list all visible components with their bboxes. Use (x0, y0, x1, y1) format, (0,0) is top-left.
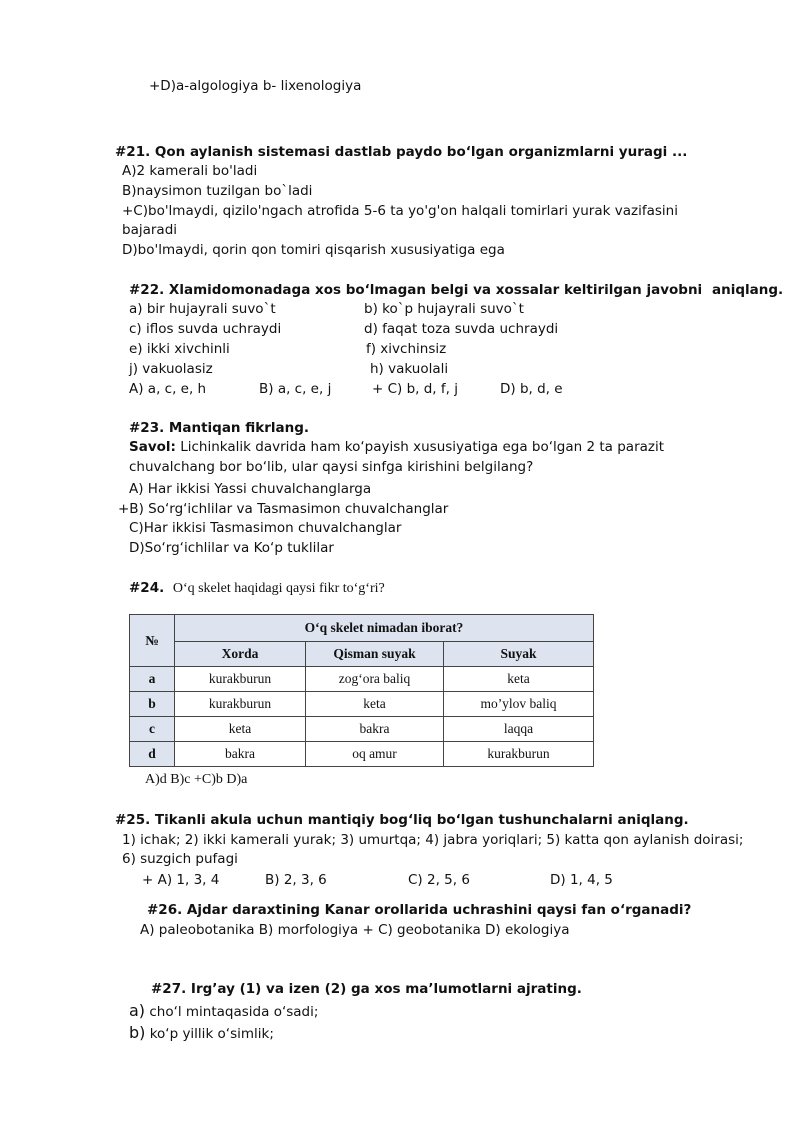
q22-question: #22. Xlamidomonadaga xos bo‘lmagan belgi va xossalar keltirilgan javobni (129, 282, 703, 298)
row-label: a (130, 667, 175, 692)
q22-item: c) iflos suvda uchraydi (129, 321, 282, 337)
q22-item: h) vakuolali (370, 361, 449, 377)
q27-item-b (129, 1024, 274, 1043)
q23-title: #23. Mantiqan fikrlang. (129, 420, 310, 436)
q25-answer-c: C) 2, 5, 6 (408, 872, 470, 888)
q21-option-a: A)2 kamerali bo'ladi (122, 163, 258, 179)
row-label: d (130, 742, 175, 767)
q21-option-c: +C)bo'lmaydi, qizilo'ngach atrofida 5-6 ta yo'g'on halqali tomirlari yurak vazifasini (122, 203, 678, 219)
table-row (130, 717, 594, 742)
q23-savol (129, 438, 664, 456)
q25-answer-d: D) 1, 4, 5 (550, 872, 613, 888)
q25-items: 1) ichak; 2) ikki kamerali yurak; 3) umurtqa; 4) jabra yoriqlari; 5) katta qon aylanish doirasi; (122, 832, 744, 848)
q27-item-b-label: b) (129, 1023, 146, 1042)
previous-answer-line: +D)a-algologiya b- lixenologiya (149, 78, 362, 94)
q22-item: e) ikki xivchinli (129, 341, 230, 357)
q27-item-a (129, 1002, 318, 1021)
q22-answer-b: B) a, c, e, j (259, 381, 332, 397)
q22-question-end: aniqlang. (712, 282, 784, 298)
row-label: c (130, 717, 175, 742)
q27-item-b-text: ko‘p yillik o‘simlik; (145, 1026, 274, 1042)
q26-question: #26. Ajdar daraxtining Kanar orollarida uchrashini qaysi fan o‘rganadi? (147, 902, 692, 918)
q23-savol-text: Lichinkalik davrida ham ko‘payish xususiyatiga ega bo‘lgan 2 ta parazit (175, 439, 665, 455)
q23-option-d: D)So‘rg‘ichlilar va Ko‘p tuklilar (129, 540, 334, 556)
q22-item: d) faqat toza suvda uchraydi (364, 321, 559, 337)
q24-answers: A)d B)c +C)b D)a (145, 772, 248, 787)
q27-item-a-text: cho‘l mintaqasida o‘sadi; (145, 1004, 319, 1020)
q22-item: b) ko`p hujayrali suvo`t (364, 301, 524, 317)
table-cell: kurakburun (175, 692, 306, 717)
table-group-header: O‘q skelet nimadan iborat? (175, 615, 594, 642)
q25-answer-a: + A) 1, 3, 4 (142, 872, 220, 888)
table-cell: bakra (175, 742, 306, 767)
table-row (130, 742, 594, 767)
q27-item-a-label: a) (129, 1001, 146, 1020)
q23-option-b: +B) So‘rg‘ichlilar va Tasmasimon chuvalchanglar (118, 501, 449, 517)
q24-question: O‘q skelet haqidagi qaysi fikr to‘g‘ri? (172, 581, 385, 596)
q22-answer-d: D) b, d, e (500, 381, 563, 397)
q22-item: j) vakuolasiz (129, 361, 213, 377)
q21-question: #21. Qon aylanish sistemasi dastlab paydo bo‘lgan organizmlarni yuragi ... (115, 144, 688, 160)
table-row (130, 667, 594, 692)
q21-option-b: B)naysimon tuzilgan bo`ladi (122, 183, 313, 199)
skeleton-table (129, 614, 594, 767)
q25-items-cont: 6) suzgich pufagi (122, 851, 238, 867)
table-cell: bakra (306, 717, 444, 742)
column-header-suyak: Suyak (444, 642, 594, 667)
table-cell: keta (306, 692, 444, 717)
table-cell: zog‘ora baliq (306, 667, 444, 692)
q23-option-c: C)Har ikkisi Tasmasimon chuvalchanglar (129, 520, 402, 536)
q26-answers: A) paleobotanika B) morfologiya + C) geobotanika D) ekologiya (140, 922, 570, 938)
table-cell: kurakburun (444, 742, 594, 767)
q25-question: #25. Tikanli akula uchun mantiqiy bog‘liq bo‘lgan tushunchalarni aniqlang. (115, 812, 689, 828)
q21-option-c-cont: bajaradi (122, 222, 178, 238)
table-cell: oq amur (306, 742, 444, 767)
q22-answer-c: + C) b, d, f, j (372, 381, 458, 397)
q27-question: #27. Irg’ay (1) va izen (2) ga xos ma’lumotlarni ajrating. (151, 981, 582, 997)
q23-savol-label: Savol: (129, 439, 176, 455)
table-cell: kurakburun (175, 667, 306, 692)
q25-answer-b: B) 2, 3, 6 (265, 872, 327, 888)
table-cell: mo’ylov baliq (444, 692, 594, 717)
q23-savol-cont: chuvalchang bor bo‘lib, ular qaysi sinfga kirishini belgilang? (129, 459, 534, 475)
table-cell: keta (444, 667, 594, 692)
table-cell: keta (175, 717, 306, 742)
q24-label: #24. (129, 580, 165, 596)
table-row (130, 692, 594, 717)
table-cell: laqqa (444, 717, 594, 742)
q22-answer-a: A) a, c, e, h (129, 381, 207, 397)
column-header-xorda: Xorda (175, 642, 306, 667)
column-header-qisman-suyak: Qisman suyak (306, 642, 444, 667)
q23-option-a: A) Har ikkisi Yassi chuvalchanglarga (129, 481, 372, 497)
q22-item: f) xivchinsiz (366, 341, 447, 357)
q21-option-d: D)bo'lmaydi, qorin qon tomiri qisqarish xususiyatiga ega (122, 242, 505, 258)
table-corner-header: № (130, 615, 175, 667)
row-label: b (130, 692, 175, 717)
q24-question-line (129, 579, 385, 598)
q22-item: a) bir hujayrali suvo`t (129, 301, 276, 317)
